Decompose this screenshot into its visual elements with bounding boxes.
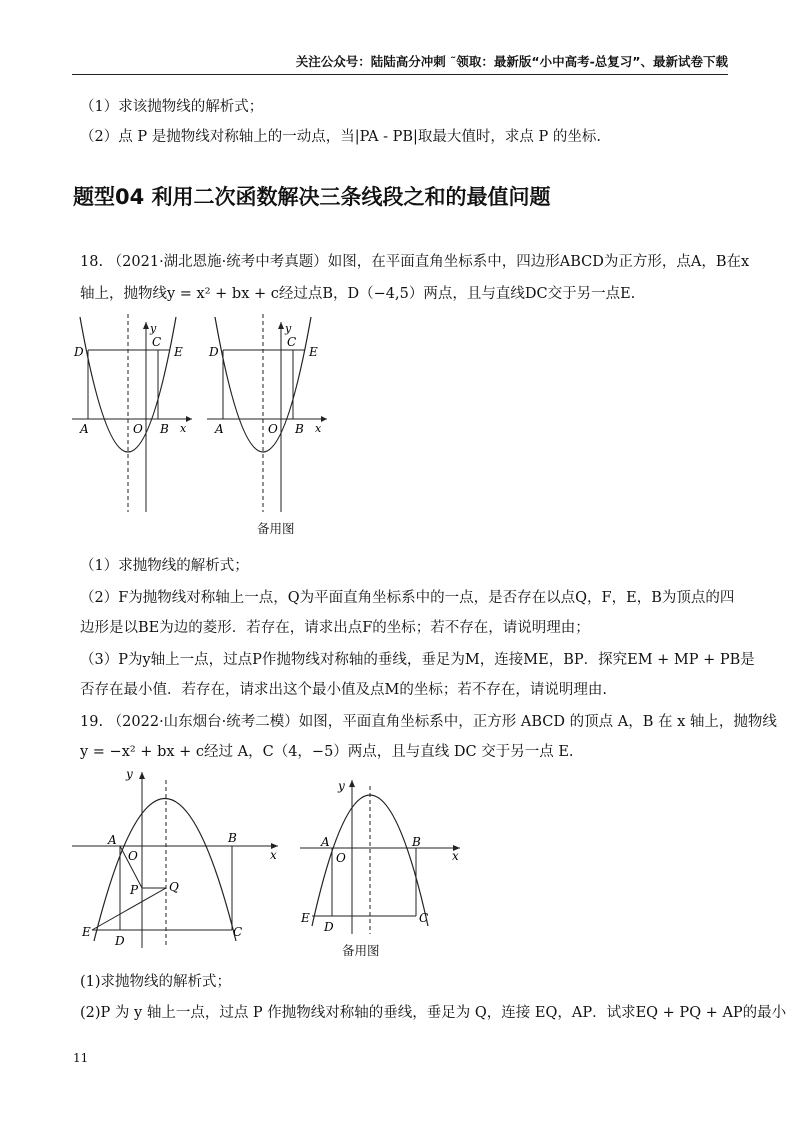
p18-figure-caption: 备用图 [257, 521, 295, 536]
p18-figure-spare [205, 312, 330, 517]
section-title: 题型04 利用二次函数解决三条线段之和的最值问题 [73, 185, 551, 209]
label-E: E [301, 911, 310, 925]
label-x: x [452, 849, 459, 863]
label-A: A [321, 835, 330, 849]
label-B: B [228, 831, 237, 845]
prev-question-2: （2）点 P 是抛物线对称轴上的一动点，当|PA - PB|取最大值时，求点 P 的坐标. [80, 129, 601, 145]
p18-stem-1: 18. （2021·湖北恩施·统考中考真题）如图，在平面直角坐标系中，四边形ABCD为正方形，点A，B在x [80, 254, 750, 270]
label-A: A [108, 833, 117, 847]
label-C: C [233, 925, 243, 939]
label-E: E [82, 925, 91, 939]
label-D: D [209, 345, 219, 359]
label-B: B [295, 422, 304, 436]
label-C: C [419, 911, 429, 925]
label-P: P [130, 883, 139, 897]
label-A: A [80, 422, 89, 436]
label-B: B [160, 422, 169, 436]
label-C: C [152, 335, 162, 349]
p19-stem-1: 19. （2022·山东烟台·统考二模）如图，平面直角坐标系中，正方形 ABCD 的顶点 A，B 在 x 轴上，抛物线 [80, 714, 777, 730]
p18-question-2b: 边形是以BE为边的菱形．若存在，请求出点F的坐标；若不存在，请说明理由； [80, 620, 590, 636]
p18-question-3b: 否存在最小值．若存在，请求出这个最小值及点M的坐标；若不存在，请说明理由. [80, 682, 607, 698]
prev-question-1: （1）求该抛物线的解析式； [80, 99, 264, 115]
p18-figure-main [70, 312, 195, 517]
label-y: y [126, 767, 133, 781]
page-number: 11 [73, 1051, 89, 1065]
label-y: y [285, 322, 292, 335]
label-x: x [180, 422, 187, 435]
header-text: 关注公众号：陆陆高分冲刺 ˜领取：最新版“小中高考-总复习”、最新试卷下载 [295, 54, 728, 69]
p19-stem-2: y = −x² + bx + c经过 A，C（4，−5）两点，且与直线 DC 交于另一点 E. [80, 744, 574, 760]
label-y: y [338, 779, 345, 793]
p18-question-1: （1）求抛物线的解析式； [80, 558, 249, 574]
page-header [72, 52, 728, 75]
label-y: y [150, 322, 157, 335]
label-O: O [336, 851, 346, 865]
p19-figure-main [70, 766, 285, 951]
p19-question-1: (1)求抛物线的解析式； [80, 974, 232, 990]
p18-stem-2: 轴上，抛物线y = x² + bx + c经过点B，D（−4,5）两点，且与直线DC交于另一点E. [80, 286, 636, 302]
label-Q: Q [169, 880, 179, 894]
p19-question-2: (2)P 为 y 轴上一点，过点 P 作抛物线对称轴的垂线，垂足为 Q，连接 EQ，AP．试求EQ + PQ + AP的最小 [80, 1005, 787, 1021]
p19-figure-caption: 备用图 [342, 943, 380, 958]
label-O: O [133, 422, 143, 436]
label-O: O [268, 422, 278, 436]
label-D: D [324, 920, 334, 934]
label-D: D [115, 934, 125, 948]
label-C: C [287, 335, 297, 349]
label-E: E [174, 345, 183, 359]
label-x: x [270, 848, 277, 862]
p18-question-3a: （3）P为y轴上一点，过点P作抛物线对称轴的垂线，垂足为M，连接ME，BP．探究EM + MP + PB是 [80, 652, 755, 668]
p18-question-2a: （2）F为抛物线对称轴上一点，Q为平面直角坐标系中的一点，是否存在以点Q，F，E，B为顶点的四 [80, 590, 735, 606]
label-O: O [128, 849, 138, 863]
label-E: E [309, 345, 318, 359]
label-x: x [315, 422, 322, 435]
label-A: A [215, 422, 224, 436]
p19-figure-spare [298, 776, 468, 941]
label-D: D [74, 345, 84, 359]
label-B: B [412, 835, 421, 849]
